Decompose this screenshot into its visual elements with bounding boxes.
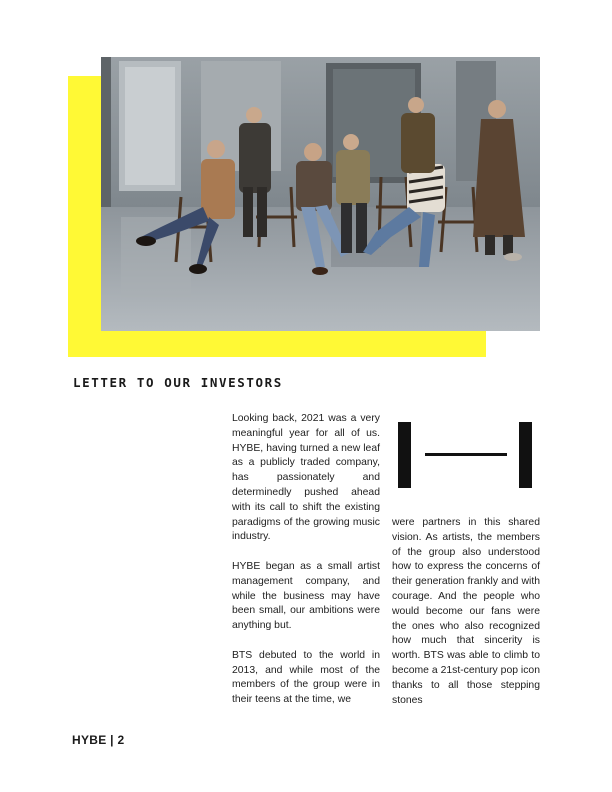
hybe-logo-mark-icon: [398, 422, 532, 488]
letter-column-left: [232, 412, 380, 708]
letter-paragraph: HYBE began as a small artist management company, and while the business may have been small, our ambitions were anything but.: [232, 560, 380, 632]
letter-paragraph: were partners in this shared vision. As artists, the members of the group also understood how to express the concerns of their generation frankly and with courage. And the people who would become our fans were the ones who also recognized how much that sincerity is worth. BTS was able to climb to become a 21st-century pop icon thanks to all those stepping stones: [392, 517, 540, 706]
letter-column-right: [392, 516, 540, 708]
letter-paragraph: BTS debuted to the world in 2013, and while most of the members of the group were in their teens at the time, we: [232, 649, 380, 706]
section-title: LETTER TO OUR INVESTORS: [73, 375, 283, 390]
group-photo: [101, 57, 540, 331]
page-footer: HYBE | 2: [72, 733, 125, 747]
letter-paragraph: Looking back, 2021 was a very meaningful year for all of us. HYBE, having turned a new leaf as a publicly traded company, has passionately and determinedly pushed ahead with its call to shift the existing paradigms of the growing music industry.: [232, 413, 380, 543]
